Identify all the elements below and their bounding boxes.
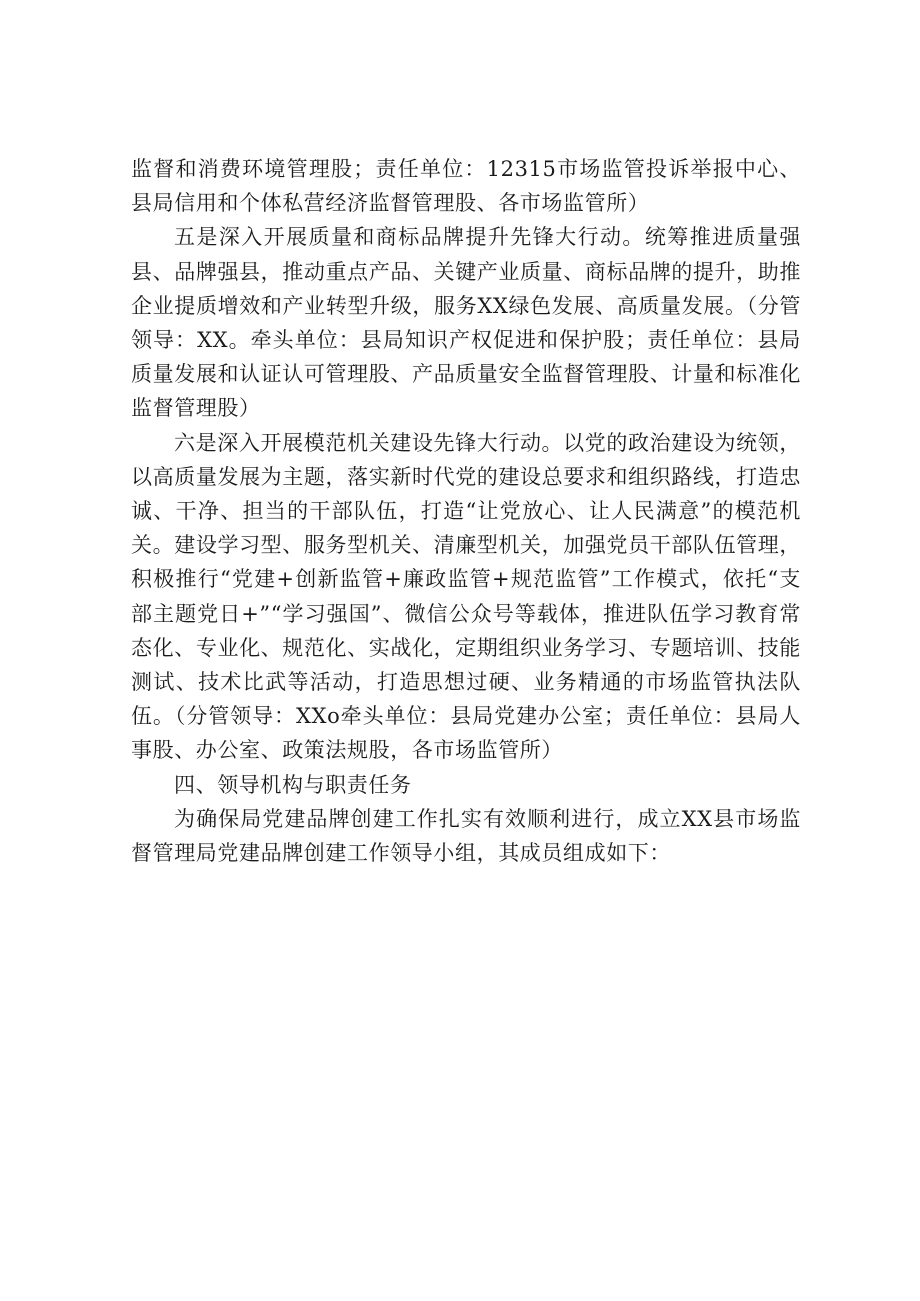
paragraph-item-five: 五是深入开展质量和商标品牌提升先锋大行动。统筹推进质量强县、品牌强县，推动重点产品、关键产业质量、商标品牌的提升，助推企业提质增效和产业转型升级，服务XX绿色发展、高质量发展。（分管领导：XX。牵头单位：县局知识产权促进和保护股；责任单位：县局质量发展和认证认可管理股、产品质量安全监督管理股、计量和标准化监督管理股） bbox=[131, 225, 801, 421]
paragraph-leadership-intro: 为确保局党建品牌创建工作扎实有效顺利进行，成立XX县市场监督管理局党建品牌创建工作领导小组，其成员组成如下： bbox=[131, 806, 801, 866]
document-body bbox=[131, 152, 801, 870]
section-heading-leadership: 四、领导机构与职责任务 bbox=[174, 772, 412, 797]
paragraph-item-six: 六是深入开展模范机关建设先锋大行动。以党的政治建设为统领，以高质量发展为主题，落实新时代党的建设总要求和组织路线，打造忠诚、干净、担当的干部队伍，打造“让党放心、让人民满意”的模范机关。建设学习型、服务型机关、清廉型机关，加强党员干部队伍管理，积极推行“党建+创新监管+廉政监管+规范监管”工作模式，依托“支部主题党日+”“学习强国”、微信公众号等载体，推进队伍学习教育常态化、专业化、规范化、实战化，定期组织业务学习、专题培训、技能测试、技术比武等活动，打造思想过硬、业务精通的市场监管执法队伍。（分管领导：XXo牵头单位：县局党建办公室；责任单位：县局人事股、办公室、政策法规股，各市场监管所） bbox=[131, 430, 801, 763]
paragraph-continuation: 监督和消费环境管理股；责任单位：12315市场监管投诉举报中心、县局信用和个体私营经济监督管理股、各市场监管所） bbox=[131, 157, 801, 216]
